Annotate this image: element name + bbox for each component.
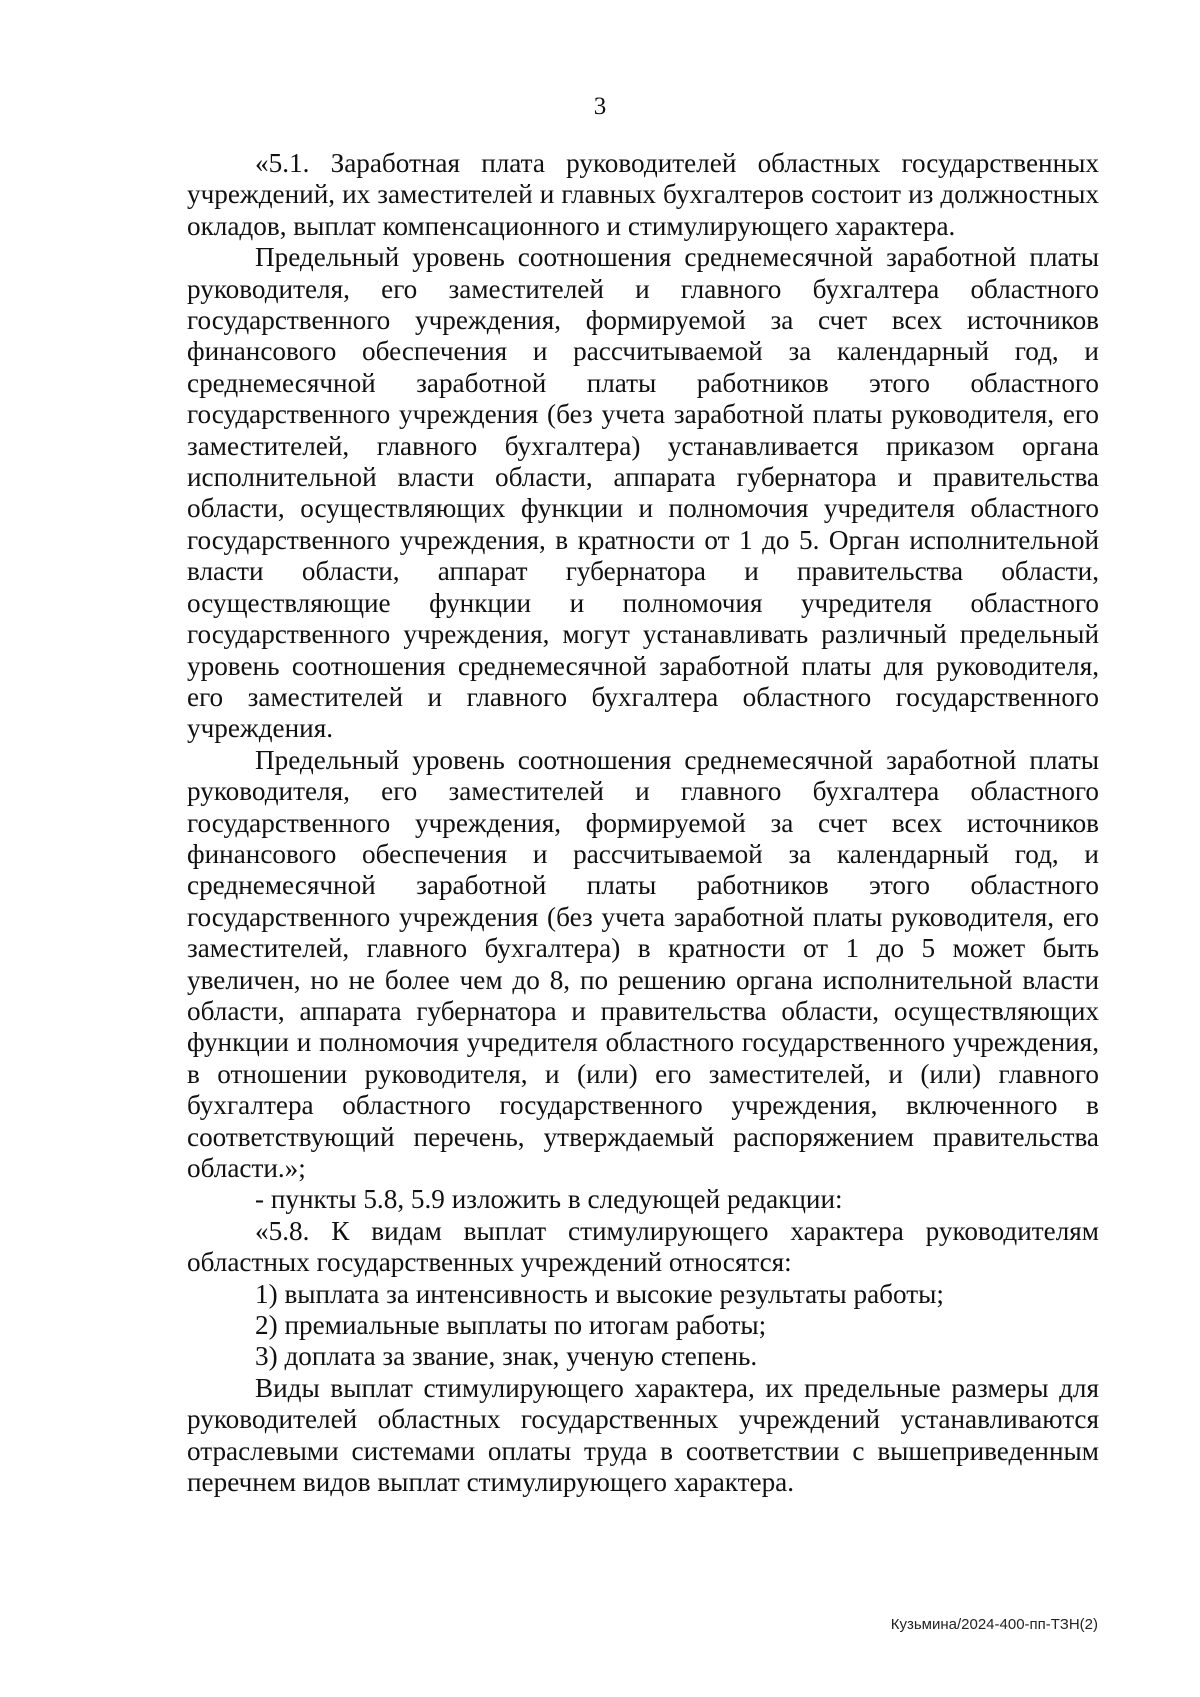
- paragraph-ratio-increase: Предельный уровень соотношения среднемесячной заработной платы руководителя, его заместителей и главного бухгалтера областного государственного учреждения, формируемой за счет всех источников финансового обеспечения и рассчитываемой за календарный год, и среднемесячной заработной платы работников этого областного государственного учреждения (без учета заработной платы руководителя, его заместителей, главного бухгалтера) в кратности от 1 до 5 может быть увеличен, но не более чем до 8, по решению органа исполнительной власти области, аппарата губернатора и правительства области, осуществляющих функции и полномочия учредителя областного государственного учреждения, в отношении руководителя, и (или) его заместителей, и (или) главного бухгалтера областного государственного учреждения, включенного в соответствующий перечень, утверждаемый распоряжением правительства области.»;: [187, 744, 1099, 1183]
- list-item-2: 2) премиальные выплаты по итогам работы;: [255, 1310, 767, 1341]
- list-item-1: 1) выплата за интенсивность и высокие результаты работы;: [255, 1278, 944, 1309]
- paragraph-amend-points: - пункты 5.8, 5.9 изложить в следующей редакции:: [255, 1184, 843, 1215]
- paragraph-5-1: «5.1. Заработная плата руководителей областных государственных учреждений, их заместителей и главных бухгалтеров состоит из должностных окладов, выплат компенсационного и стимулирующего характера.: [187, 148, 1099, 241]
- document-reference-code: Кузьмина/2024-400-пп-ТЗН(2): [890, 1616, 1098, 1633]
- document-body: [187, 148, 1099, 1498]
- paragraph-5-8: «5.8. К видам выплат стимулирующего характера руководителям областных государственных учреждений относятся:: [187, 1215, 1099, 1278]
- page-number: 3: [593, 93, 607, 120]
- paragraph-payment-types: Виды выплат стимулирующего характера, их предельные размеры для руководителей областных государственных учреждений устанавливаются отраслевыми системами оплаты труда в соответствии с вышеприведенным перечнем видов выплат стимулирующего характера.: [187, 1372, 1099, 1498]
- paragraph-ratio-limit: Предельный уровень соотношения среднемесячной заработной платы руководителя, его заместителей и главного бухгалтера областного государственного учреждения, формируемой за счет всех источников финансового обеспечения и рассчитываемой за календарный год, и среднемесячной заработной платы работников этого областного государственного учреждения (без учета заработной платы руководителя, его заместителей, главного бухгалтера) устанавливается приказом органа исполнительной власти области, аппарата губернатора и правительства области, осуществляющих функции и полномочия учредителя областного государственного учреждения, в кратности от 1 до 5. Орган исполнительной власти области, аппарат губернатора и правительства области, осуществляющие функции и полномочия учредителя областного государственного учреждения, могут устанавливать различный предельный уровень соотношения среднемесячной заработной платы для руководителя, его заместителей и главного бухгалтера областного государственного учреждения.: [187, 242, 1099, 744]
- list-item-3: 3) доплата за звание, знак, ученую степень.: [255, 1341, 758, 1372]
